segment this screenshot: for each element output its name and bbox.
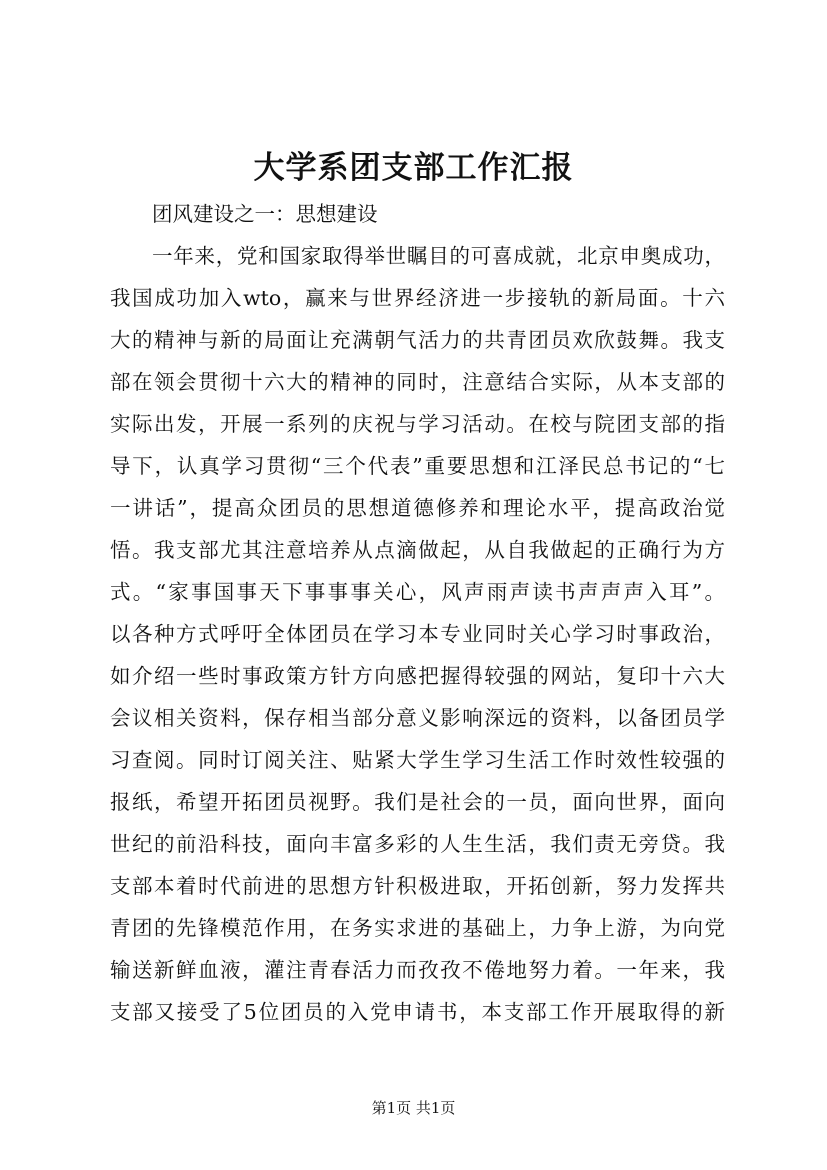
- paragraph-line: 悟。我支部尤其注意培养从点滴做起，从自我做起的正确行为方: [110, 538, 725, 562]
- paragraph-line: 一年来，党和国家取得举世瞩目的可喜成就，北京申奥成功，: [152, 244, 725, 268]
- paragraph-line: 习查阅。同时订阅关注、贴紧大学生学习生活工作时效性较强的: [110, 748, 725, 772]
- section-heading: 团风建设之一：思想建设: [152, 202, 378, 226]
- paragraph-line: 输送新鲜血液，灌注青春活力而孜孜不倦地努力着。一年来，我: [110, 958, 725, 982]
- paragraph-line: 实际出发，开展一系列的庆祝与学习活动。在校与院团支部的指: [110, 412, 725, 436]
- paragraph-line: 大的精神与新的局面让充满朝气活力的共青团员欢欣鼓舞。我支: [110, 328, 725, 352]
- paragraph-line: 一讲话”，提高众团员的思想道德修养和理论水平，提高政治觉: [110, 496, 725, 520]
- paragraph-line: 我国成功加入wto，赢来与世界经济进一步接轨的新局面。十六: [110, 286, 725, 310]
- paragraph-line: 世纪的前沿科技，面向丰富多彩的人生生活，我们责无旁贷。我: [110, 832, 725, 856]
- paragraph-line: 支部本着时代前进的思想方针积极进取，开拓创新，努力发挥共: [110, 874, 725, 898]
- paragraph-line: 导下，认真学习贯彻“三个代表”重要思想和江泽民总书记的“七: [110, 454, 725, 478]
- paragraph-line: 如介绍一些时事政策方针方向感把握得较强的网站，复印十六大: [110, 664, 725, 688]
- paragraph-line: 报纸，希望开拓团员视野。我们是社会的一员，面向世界，面向: [110, 790, 725, 814]
- paragraph-line: 会议相关资料，保存相当部分意义影响深远的资料，以备团员学: [110, 706, 725, 730]
- paragraph-line: 以各种方式呼吁全体团员在学习本专业同时关心学习时事政治，: [110, 622, 725, 646]
- document-title: 大学系团支部工作汇报: [253, 150, 574, 186]
- page-footer: 第1页 共1页: [371, 1099, 456, 1117]
- paragraph-line: 青团的先锋模范作用，在务实求进的基础上，力争上游，为向党: [110, 916, 725, 940]
- paragraph-line: 支部又接受了5位团员的入党申请书，本支部工作开展取得的新: [110, 1000, 725, 1024]
- paragraph-line: 部在领会贯彻十六大的精神的同时，注意结合实际，从本支部的: [110, 370, 725, 394]
- paragraph-line: 式。“家事国事天下事事事关心，风声雨声读书声声声入耳”。: [110, 580, 725, 604]
